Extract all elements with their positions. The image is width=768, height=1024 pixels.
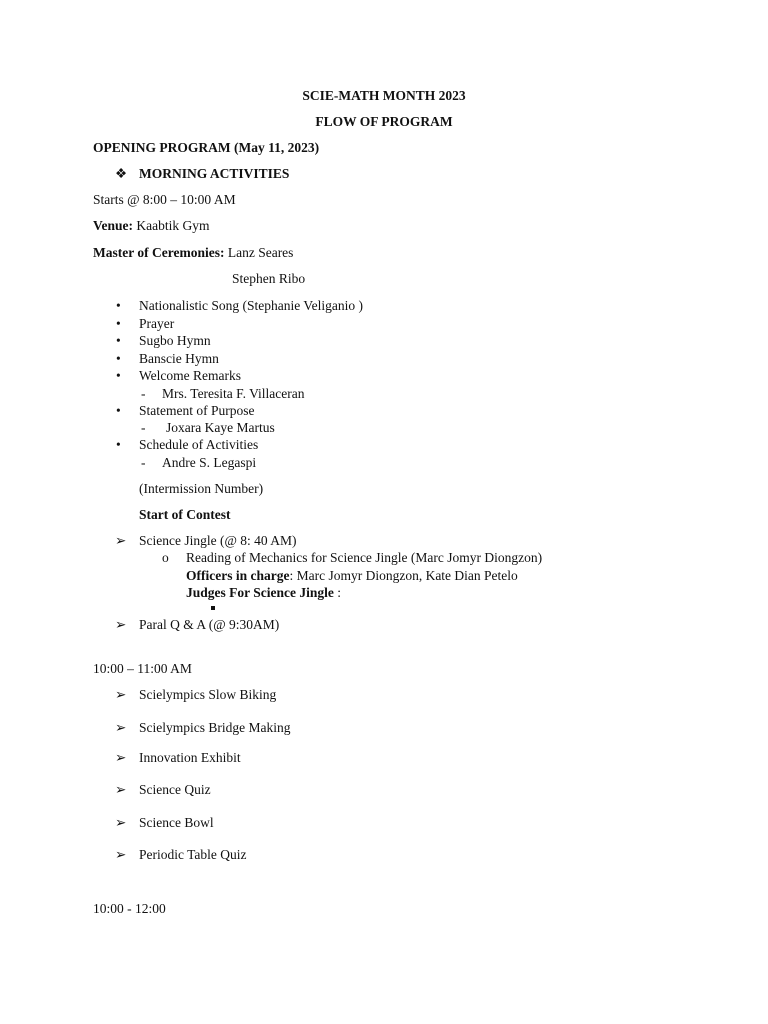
dash-icon: - (141, 420, 146, 435)
activity-item: Innovation Exhibit (139, 750, 241, 765)
activity-item: Periodic Table Quiz (139, 847, 247, 862)
program-item: Nationalistic Song (Stephanie Veliganio ) (139, 298, 363, 313)
time-block: 10:00 – 11:00 AM (93, 661, 192, 676)
mc-second: Stephen Ribo (232, 271, 306, 286)
mc-line: Master of Ceremonies: Lanz Seares (93, 245, 294, 260)
program-item: Prayer (139, 316, 175, 331)
program-item: Schedule of Activities (139, 437, 259, 452)
bullet-icon: • (116, 368, 121, 383)
arrow-bullet-icon: ➢ (115, 782, 127, 797)
program-subitem: Mrs. Teresita F. Villaceran (162, 386, 305, 401)
activity-item: Scielympics Slow Biking (139, 687, 277, 702)
bullet-icon: • (116, 403, 121, 418)
arrow-bullet-icon: ➢ (115, 617, 127, 632)
contest-subitem: Reading of Mechanics for Science Jingle (Marc Jomyr Diongzon) (186, 550, 543, 565)
arrow-bullet-icon: ➢ (115, 815, 127, 830)
bullet-icon: • (116, 333, 121, 348)
intermission: (Intermission Number) (139, 481, 264, 496)
program-item: Welcome Remarks (139, 368, 242, 383)
activity-item: Science Bowl (139, 815, 214, 830)
contest-item: Science Jingle (@ 8: 40 AM) (139, 533, 297, 548)
bullet-icon: • (116, 351, 121, 366)
square-bullet-icon (211, 606, 215, 610)
contest-item: Paral Q & A (@ 9:30AM) (139, 617, 280, 632)
venue-line: Venue: Kaabtik Gym (93, 218, 210, 233)
arrow-bullet-icon: ➢ (115, 687, 127, 702)
activity-item: Science Quiz (139, 782, 211, 797)
bullet-icon: • (116, 316, 121, 331)
judges-line: Judges For Science Jingle : (186, 585, 342, 600)
program-subitem: Andre S. Legaspi (162, 455, 257, 470)
program-item: Sugbo Hymn (139, 333, 211, 348)
diamond-bullet-icon: ❖ (115, 166, 128, 181)
arrow-bullet-icon: ➢ (115, 720, 127, 735)
document-title: SCIE-MATH MONTH 2023 (302, 88, 466, 103)
time-block: 10:00 - 12:00 (93, 901, 166, 916)
opening-program-heading: OPENING PROGRAM (May 11, 2023) (93, 140, 320, 155)
program-subitem: Joxara Kaye Martus (166, 420, 275, 435)
document-subtitle: FLOW OF PROGRAM (315, 114, 453, 129)
arrow-bullet-icon: ➢ (115, 533, 127, 548)
arrow-bullet-icon: ➢ (115, 750, 127, 765)
circle-bullet-icon: o (162, 550, 169, 565)
bullet-icon: • (116, 298, 121, 313)
start-of-contest: Start of Contest (139, 507, 231, 522)
program-item: Statement of Purpose (139, 403, 255, 418)
morning-activities-heading: MORNING ACTIVITIES (139, 166, 290, 181)
activity-item: Scielympics Bridge Making (139, 720, 291, 735)
dash-icon: - (141, 455, 146, 470)
dash-icon: - (141, 386, 146, 401)
program-item: Banscie Hymn (139, 351, 219, 366)
starts-time: Starts @ 8:00 – 10:00 AM (93, 192, 236, 207)
officers-line: Officers in charge: Marc Jomyr Diongzon, Kate Dian Petelo (186, 568, 518, 583)
arrow-bullet-icon: ➢ (115, 847, 127, 862)
bullet-icon: • (116, 437, 121, 452)
